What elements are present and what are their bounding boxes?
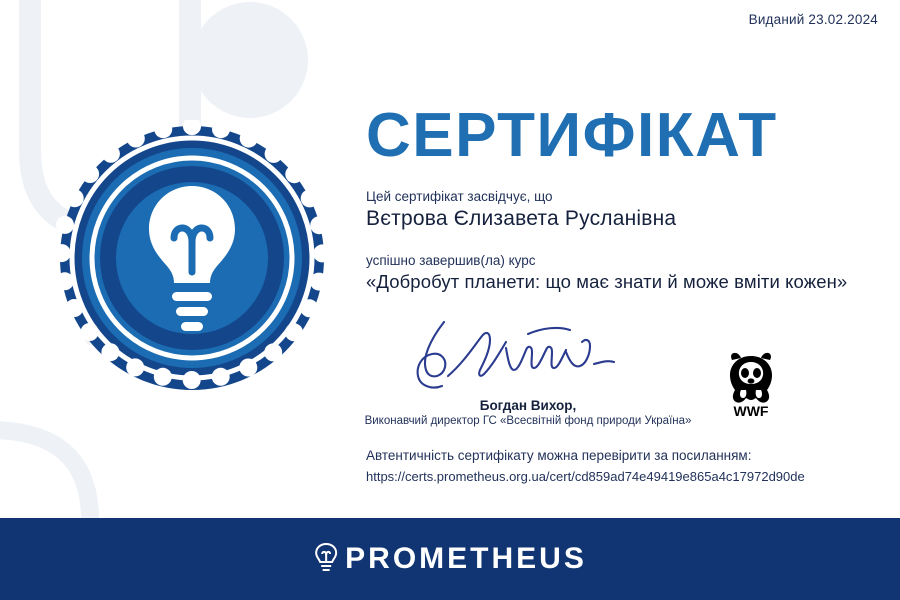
statement-label: Цей сертифікат засвідчує, що (366, 189, 553, 205)
wwf-panda-logo-icon (716, 348, 786, 420)
signer-role: Виконавчий директор ГС «Всесвітній фонд природи Україна» (364, 415, 692, 427)
verification-block (366, 448, 886, 484)
lightbulb-icon (313, 542, 339, 576)
footer-brand: PROMETHEUS (345, 542, 587, 575)
verification-label: Автентичність сертифікату можна перевірити за посиланням: (366, 448, 752, 463)
completion-label: успішно завершив(ла) курс (366, 253, 536, 269)
handwritten-signature-icon (348, 318, 708, 396)
wwf-wordmark: WWF (733, 403, 769, 419)
footer-bar (0, 518, 900, 600)
course-title: «Добробут планети: що має знати й може вміти кожен» (366, 271, 848, 293)
verification-url[interactable]: https://certs.prometheus.org.ua/cert/cd859ad74e49419e865a4c17972d90de (366, 469, 805, 484)
signer-name: Богдан Вихор, (479, 398, 577, 413)
prometheus-logo (313, 542, 587, 576)
page-title: СЕРТИФІКАТ (366, 101, 778, 170)
signature-block (348, 318, 708, 427)
certificate-content (366, 101, 876, 293)
issue-date: Виданий 23.02.2024 (748, 12, 878, 27)
recipient-name: Вєтрова Єлизавета Русланівна (366, 207, 677, 231)
seal-emblem-icon (54, 120, 330, 396)
